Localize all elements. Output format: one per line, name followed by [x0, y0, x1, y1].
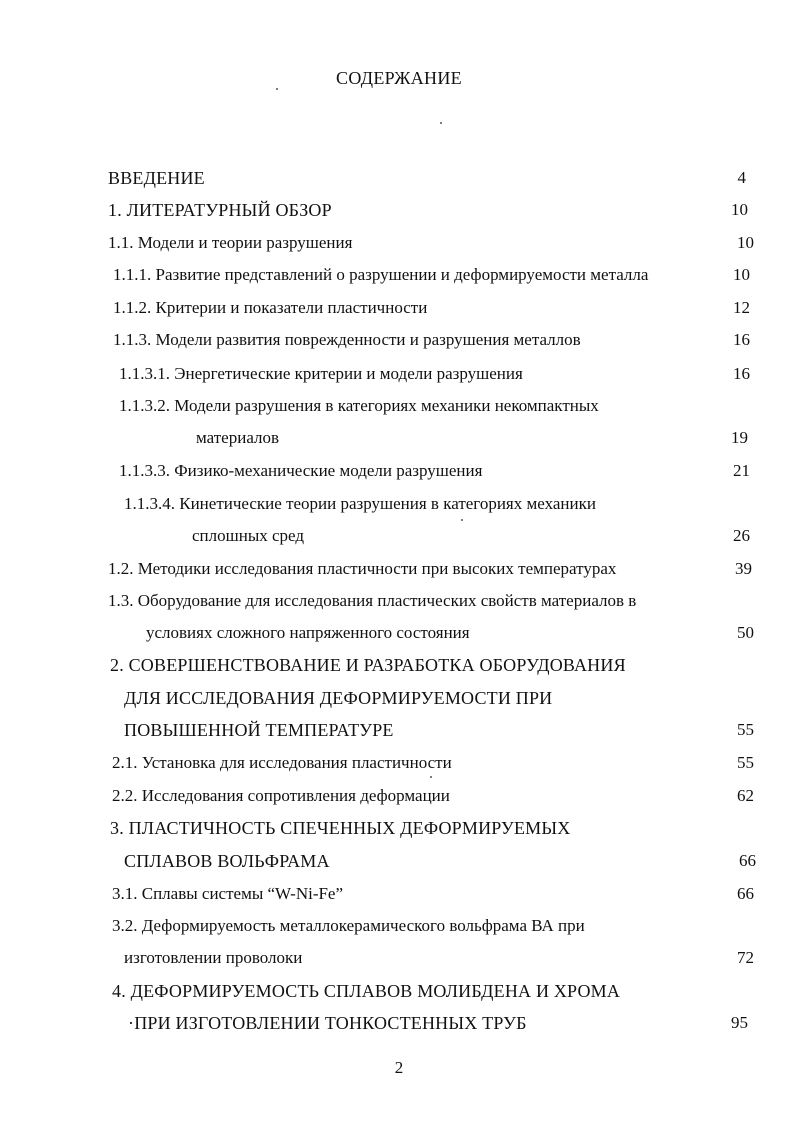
toc-entry: 1.1.3. Модели развития поврежденности и разрушения металлов — [113, 330, 581, 349]
toc-entry-continuation: ·ПРИ ИЗГОТОВЛЕНИИ ТОНКОСТЕННЫХ ТРУБ — [128, 1013, 527, 1033]
toc-entry: 2.1. Установка для исследования пластичности — [112, 753, 452, 772]
toc-page: 16 — [733, 330, 750, 349]
toc-entry-chapter-2: 2. СОВЕРШЕНСТВОВАНИЕ И РАЗРАБОТКА ОБОРУДОВАНИЯ — [110, 655, 626, 675]
toc-entry: 1.2. Методики исследования пластичности при высоких температурах — [108, 559, 617, 578]
scan-speck — [276, 88, 278, 90]
toc-page: 12 — [733, 298, 750, 317]
toc-entry-chapter-4: 4. ДЕФОРМИРУЕМОСТЬ СПЛАВОВ МОЛИБДЕНА И ХРОМА — [112, 981, 621, 1001]
toc-page: 10 — [731, 200, 748, 219]
toc-entry-continuation: изготовлении проволоки — [124, 948, 303, 967]
toc-entry: 1.3. Оборудование для исследования пластических свойств материалов в — [108, 591, 637, 610]
toc-page: 21 — [733, 461, 750, 480]
toc-page: 4 — [737, 168, 746, 187]
toc-entry: 3.2. Деформируемость металлокерамического вольфрама ВА при — [112, 916, 585, 935]
toc-page: 66 — [739, 851, 756, 870]
scan-speck — [461, 519, 463, 521]
toc-entry: 1.1.3.3. Физико-механические модели разрушения — [119, 461, 483, 480]
toc-page: 72 — [737, 948, 754, 967]
toc-page: 66 — [737, 884, 754, 903]
toc-entry: 1.1. Модели и теории разрушения — [108, 233, 353, 252]
scan-speck — [430, 776, 432, 778]
toc-page: 39 — [735, 559, 752, 578]
toc-entry-continuation: ПОВЫШЕННОЙ ТЕМПЕРАТУРЕ — [124, 720, 394, 740]
toc-entry: 1.1.3.2. Модели разрушения в категориях механики некомпактных — [119, 396, 599, 415]
page-title: СОДЕРЖАНИЕ — [336, 68, 462, 88]
scan-speck — [440, 122, 442, 124]
toc-entry-intro: ВВЕДЕНИЕ — [108, 168, 205, 188]
toc-entry-continuation: условиях сложного напряженного состояния — [146, 623, 470, 642]
toc-page: 16 — [733, 364, 750, 383]
toc-entry: 1.1.3.4. Кинетические теории разрушения в категориях механики — [124, 494, 596, 513]
toc-page: 26 — [733, 526, 750, 545]
toc-entry-chapter-1: 1. ЛИТЕРАТУРНЫЙ ОБЗОР — [108, 200, 332, 220]
toc-entry-continuation: материалов — [196, 428, 280, 447]
toc-entry: 1.1.1. Развитие представлений о разрушении и деформируемости металла — [113, 265, 649, 284]
toc-entry: 3.1. Сплавы системы “W-Ni-Fe” — [112, 884, 344, 903]
toc-entry: 1.1.3.1. Энергетические критерии и модели разрушения — [119, 364, 523, 383]
toc-entry: 1.1.2. Критерии и показатели пластичности — [113, 298, 428, 317]
toc-entry-continuation: сплошных сред — [192, 526, 305, 545]
toc-page: 10 — [733, 265, 750, 284]
toc-page: 55 — [737, 720, 754, 739]
toc-page: 50 — [737, 623, 754, 642]
toc-page: 19 — [731, 428, 748, 447]
page-number: 2 — [394, 1058, 404, 1077]
toc-page: 62 — [737, 786, 754, 805]
toc-entry: 2.2. Исследования сопротивления деформации — [112, 786, 450, 805]
toc-page: 55 — [737, 753, 754, 772]
toc-page: 95 — [731, 1013, 748, 1032]
toc-entry-continuation: СПЛАВОВ ВОЛЬФРАМА — [124, 851, 330, 871]
toc-page: 10 — [737, 233, 754, 252]
toc-entry-chapter-3: 3. ПЛАСТИЧНОСТЬ СПЕЧЕННЫХ ДЕФОРМИРУЕМЫХ — [110, 818, 571, 838]
toc-entry-continuation: ДЛЯ ИССЛЕДОВАНИЯ ДЕФОРМИРУЕМОСТИ ПРИ — [124, 688, 553, 708]
